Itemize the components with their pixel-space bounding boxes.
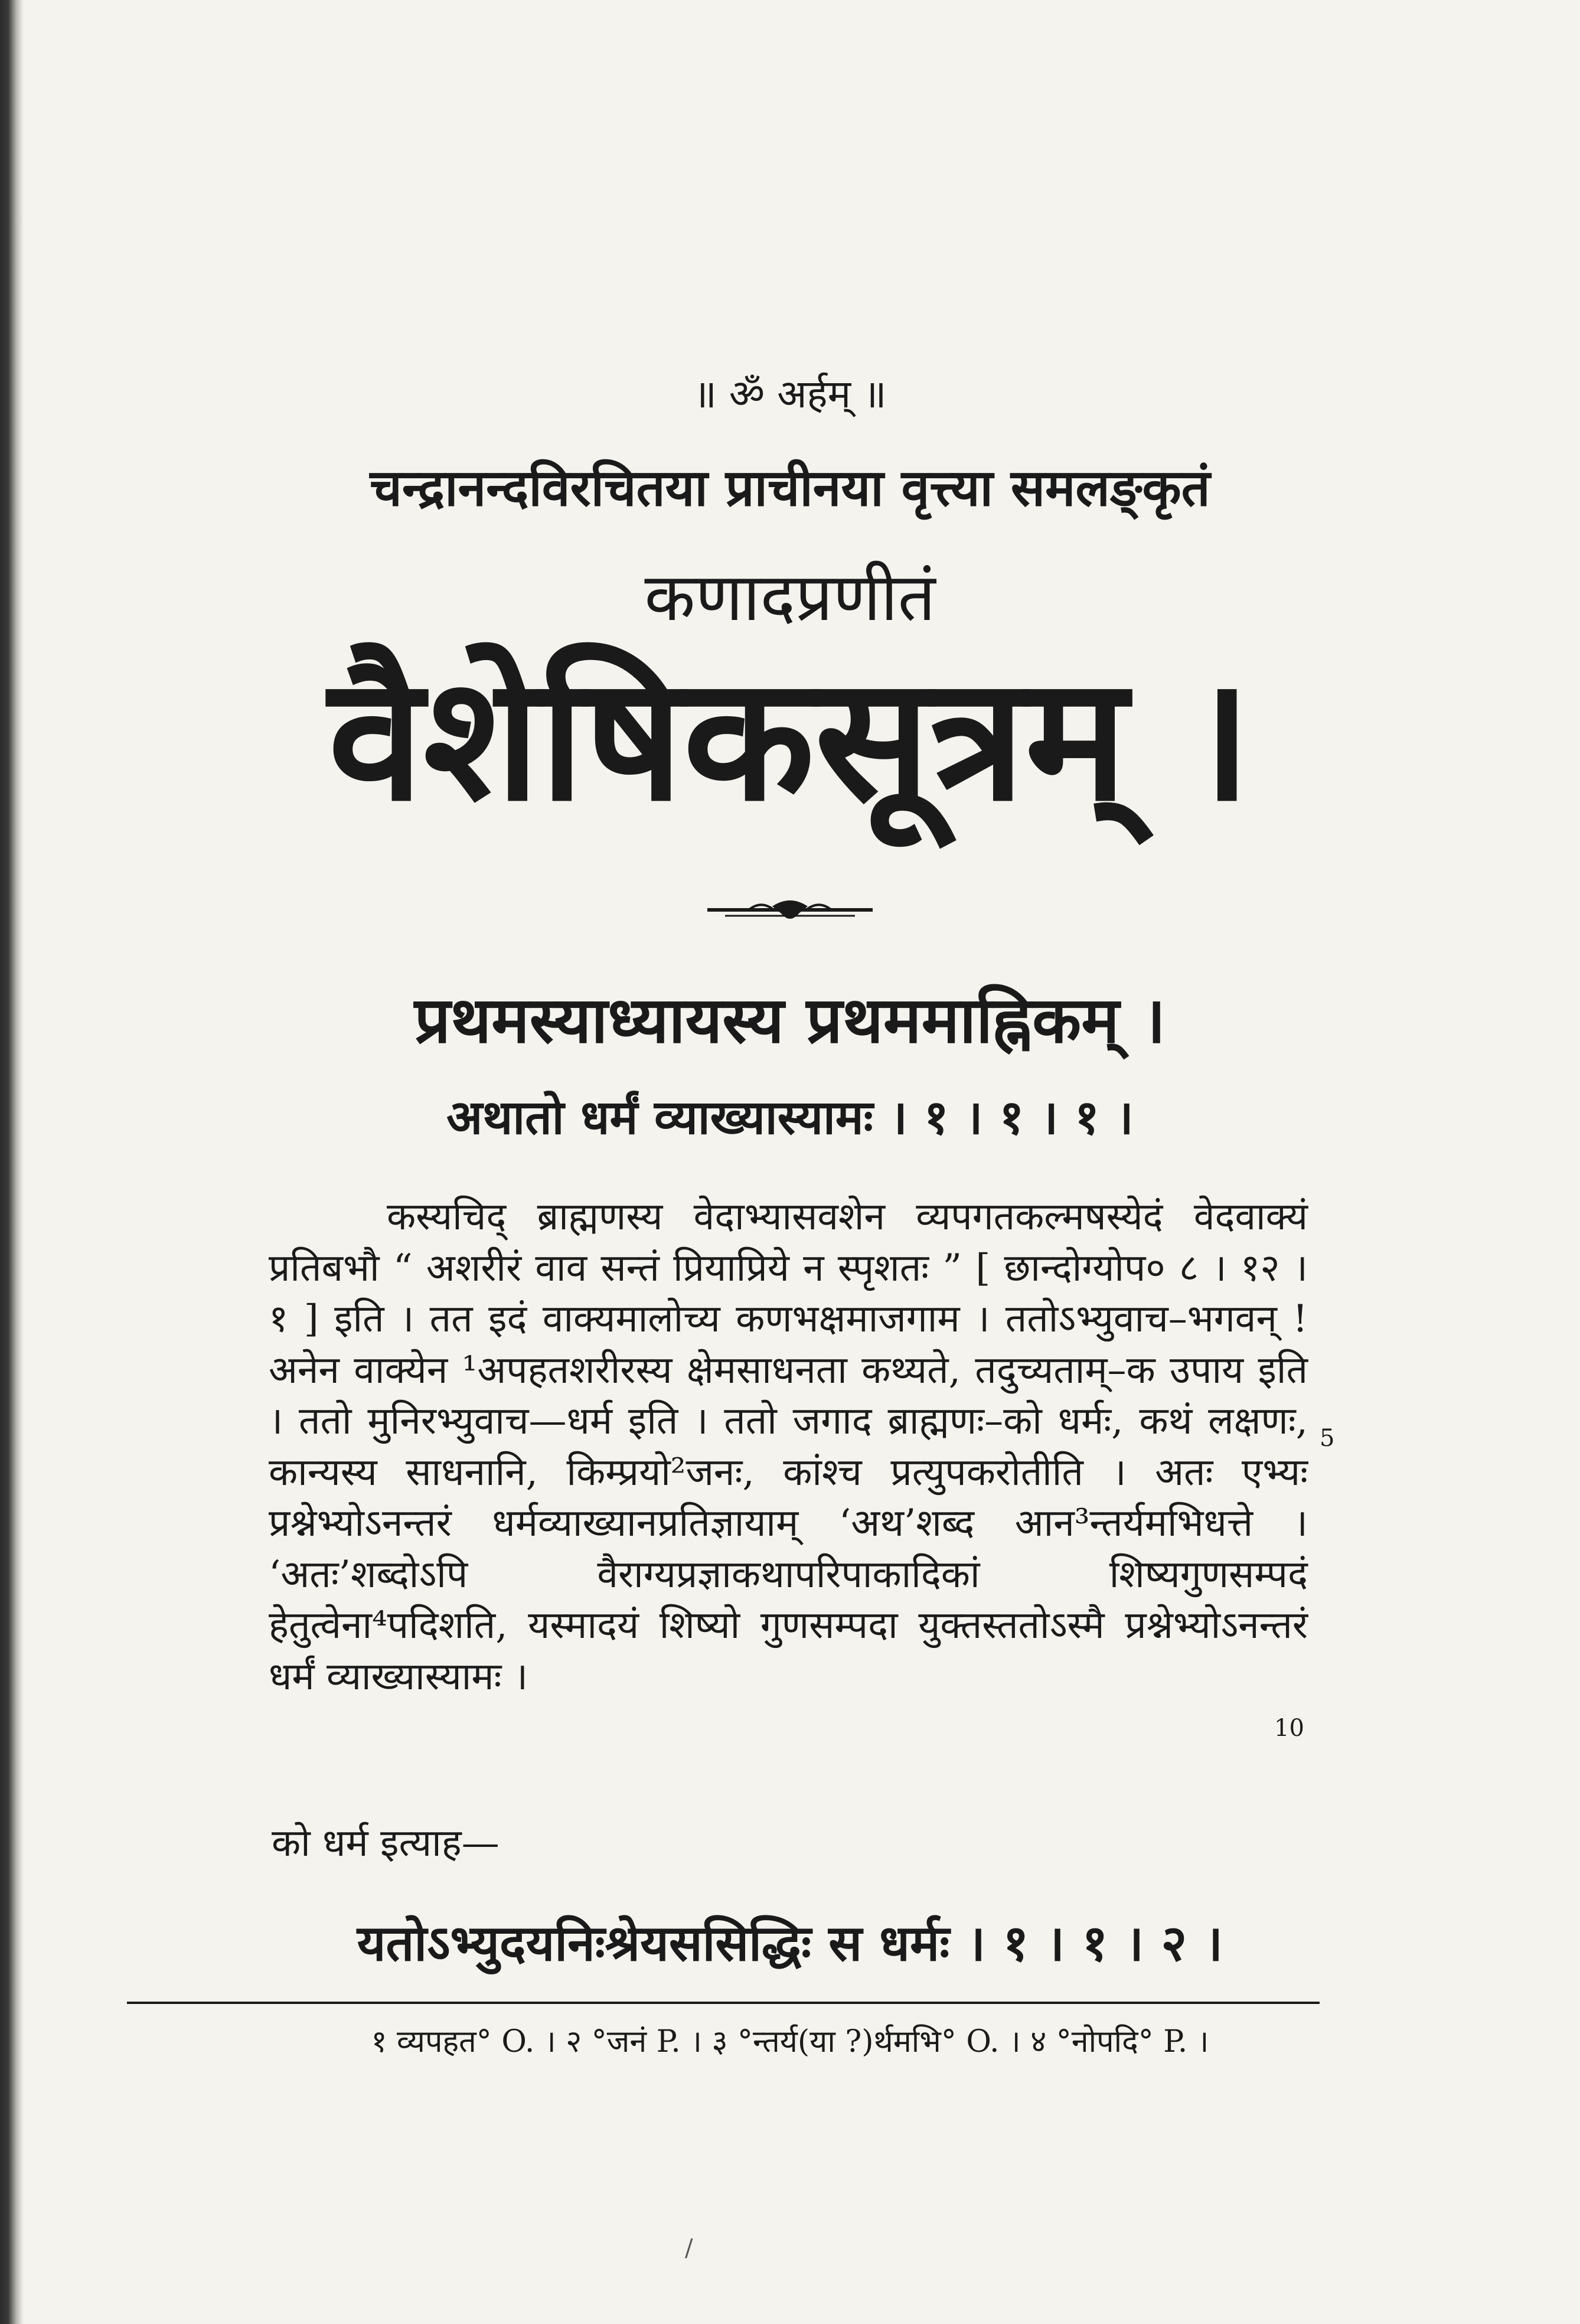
scan-edge-shadow bbox=[0, 0, 24, 2324]
commentary-text: कस्यचिद् ब्राह्मणस्य वेदाभ्यासवशेन व्यपगतकल्मषस्येदं वेदवाक्यं प्रतिबभौ “ अशरीरं वाव सन्तं प्रियाप्रिये न स्पृशतः ” [ छान्दोग्योप० ८ । १२ । १ ] इति । तत इदं वाक्यमालोच्य कणभक्षमाजगाम । ततोऽभ्युवाच–भगवन् ! अनेन वाक्येन ¹अपहतशरीरस्य क्षेमसाधनता कथ्यते, तदुच्यताम्–क उपाय इति । ततो मुनिरभ्युवाच—धर्म इति । ततो जगाद ब्राह्मणः–को धर्मः, कथं लक्षणः, कान्यस्य साधनानि, किम्प्रयो²जनः, कांश्च प्रत्युपकरोतीति । अतः एभ्यः प्रश्नेभ्योऽनन्तरं धर्मव्याख्यानप्रतिज्ञायाम् ‘अथ’शब्द आन³न्तर्यमभिधत्ते । ‘अतः’शब्दोऽपि वैराग्यप्रज्ञाकथापरिपाकादिकां शिष्यगुणसम्पदं हेतुत्वेना⁴पदिशति, यस्मादयं शिष्यो गुणसम्पदा युक्तस्ततोऽस्मै प्रश्नेभ्योऽनन्तरं धर्मं व्याख्यास्यामः । bbox=[269, 1195, 1308, 1699]
stray-mark: / bbox=[685, 2235, 693, 2262]
commentary-paragraph bbox=[269, 1192, 1308, 1702]
ornament-icon bbox=[701, 889, 879, 936]
chapter-heading: प्रथमस्याध्यायस्य प्रथममाह्निकम् । bbox=[414, 983, 1166, 1057]
footnotes: १ व्यपहत° O. । २ °जनं P. । ३ °न्तर्य(या ?)र्थमभि° O. । ४ °नोपदि° P. । bbox=[371, 2024, 1209, 2059]
question-prompt: को धर्म इत्याह— bbox=[272, 1822, 500, 1865]
sutra-2: यतोऽभ्युदयनिःश्रेयससिद्धिः स धर्मः । १ । १ । २ । bbox=[357, 1914, 1223, 1972]
invocation: ॥ ॐ अर्हम् ॥ bbox=[693, 371, 887, 417]
page-title: वैशेषिकसूत्रम् । bbox=[328, 638, 1252, 839]
sutra-1: अथातो धर्मं व्याख्यास्यामः । १ । १ । १ । bbox=[446, 1089, 1134, 1145]
line-number-10: 10 bbox=[1274, 1715, 1304, 1742]
author-line: कणादप्रणीतं bbox=[644, 559, 936, 636]
footnote-rule bbox=[127, 2002, 1320, 2004]
line-number-5: 5 bbox=[1320, 1425, 1335, 1452]
ornament-divider bbox=[0, 889, 1580, 936]
subtitle: चन्द्रानन्दविरचितया प्राचीनया वृत्त्या समलङ्कृतं bbox=[370, 458, 1210, 518]
